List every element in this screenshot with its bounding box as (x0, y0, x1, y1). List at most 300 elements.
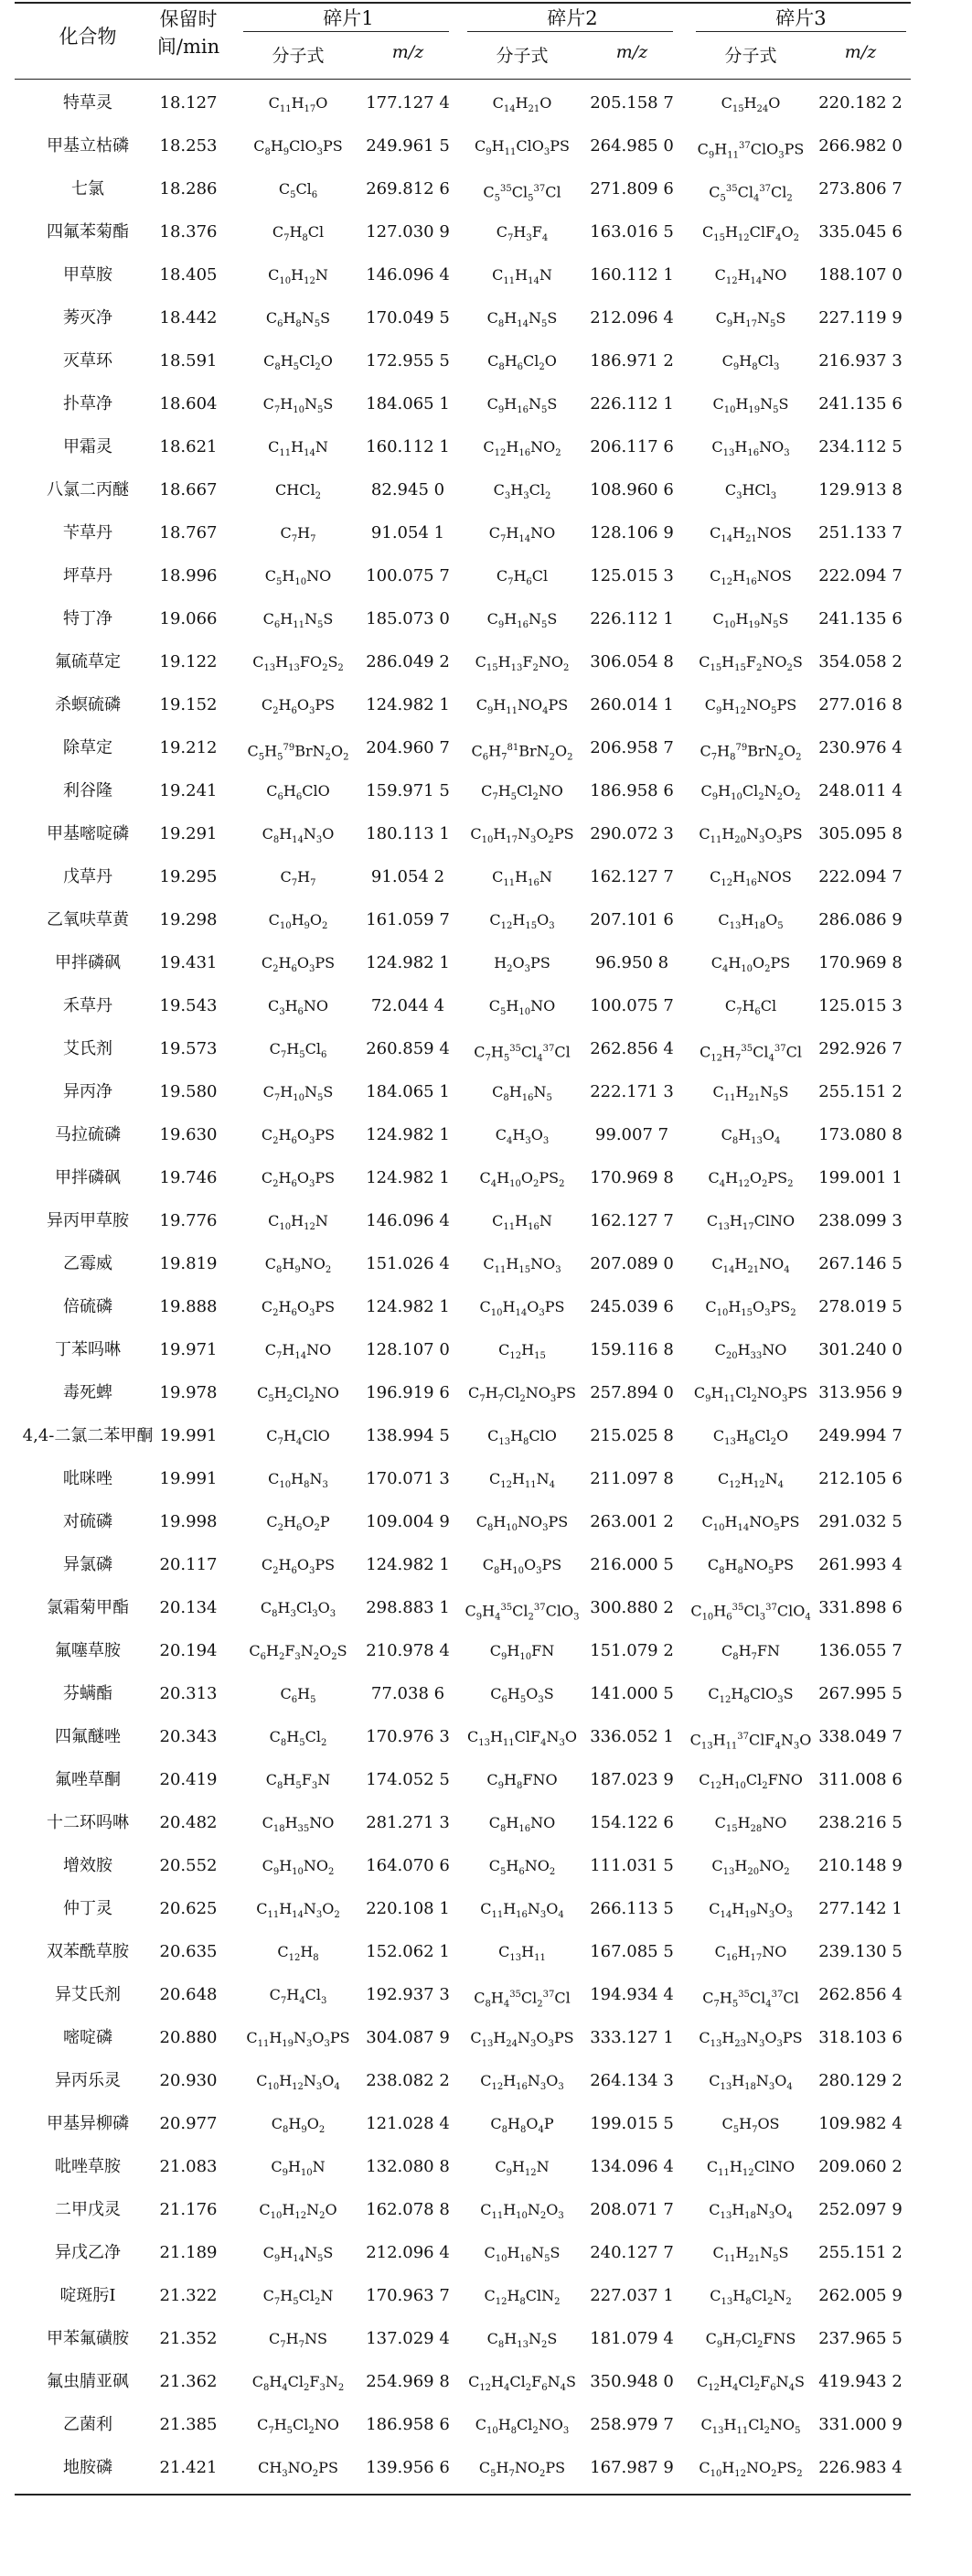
table-row (15, 942, 911, 985)
retention-time: 20.134 (159, 1598, 218, 1617)
compound-name: 异丙乐灵 (55, 2071, 121, 2090)
fragment-3-formula: $C_{12}H_8ClO_3S$ (708, 1685, 794, 1706)
fragment-3-formula: $C_{12}H_4Cl_2F_6N_4S$ (697, 2373, 805, 2394)
fragment-2-formula: $C_7H_6Cl$ (496, 567, 549, 588)
fragment-3-mz: 251.133 7 (818, 523, 903, 542)
fragment-3-formula: $C_{10}H_{12}NO_2PS_2$ (699, 2459, 803, 2480)
fragment-1-formula: $C_{10}H_9O_2$ (268, 911, 328, 932)
fragment-2-mz: 263.001 2 (590, 1512, 674, 1531)
compound-name: 丁苯吗啉 (55, 1340, 121, 1359)
fragment-1-mz: 124.982 1 (366, 695, 450, 714)
fragment-3-mz: 209.060 2 (818, 2157, 903, 2176)
fragment-1-mz: 220.108 1 (366, 1899, 450, 1918)
fragment-1-formula: $C_{11}H_{14}N$ (268, 438, 328, 459)
fragment-1-formula: $C_7H_4ClO$ (266, 1427, 330, 1448)
fragment-3-formula: $C_{12}H_{16}NOS$ (710, 567, 792, 588)
fragment-3-mz: 239.130 5 (818, 1942, 903, 1961)
table-row (15, 2103, 911, 2146)
fragment-3-formula: $C_{15}H_{15}F_2NO_2S$ (699, 653, 803, 674)
bottom-rule (15, 2494, 911, 2496)
compound-name: 甲草胺 (63, 265, 112, 284)
fragment-2-mz: 206.958 7 (590, 738, 674, 757)
fragment-1-mz: 238.082 2 (366, 2071, 450, 2090)
fragment-2-formula: $C_8H_{10}O_3PS$ (482, 1556, 562, 1577)
fragment-1-mz: 174.052 5 (366, 1770, 450, 1789)
compound-name: 利谷隆 (63, 781, 112, 800)
data-table (15, 0, 911, 2480)
fragment-2-mz: 245.039 6 (590, 1297, 674, 1316)
fragment-1-formula: $C_5H_2Cl_2NO$ (257, 1384, 339, 1405)
fragment-3-mz: 292.926 7 (818, 1039, 903, 1058)
fragment-2-mz: 271.809 6 (590, 179, 674, 199)
compound-name: 特草灵 (63, 93, 112, 113)
fragment-1-formula: $C_{10}H_{12}N_2O$ (259, 2201, 337, 2222)
fragment-2-formula: $C_9H_4^{35}Cl_2^{37}ClO_3$ (465, 1602, 580, 1623)
fragment-1-formula: $C_8H_9NO_2$ (264, 1255, 332, 1276)
fragment-3-mz: 305.095 8 (818, 824, 903, 843)
fragment-3-mz: 234.112 5 (818, 437, 903, 456)
fragment-2-formula: $C_{11}H_{16}N_3O_4$ (480, 1900, 564, 1921)
fragment-2-mz: 170.969 8 (590, 1168, 674, 1187)
fragment-1-underline (243, 31, 449, 32)
fragment-1-formula: $C_7H_{14}NO$ (264, 1341, 332, 1362)
fragment-1-mz: 281.271 3 (366, 1813, 450, 1832)
fragment-3-formula: $C_{20}H_{33}NO$ (714, 1341, 787, 1362)
fragment-2-mz: 205.158 7 (590, 93, 674, 113)
table-row (15, 1802, 911, 1845)
fragment-1-formula: $C_6H_8N_5S$ (265, 309, 331, 330)
table-row (15, 1286, 911, 1329)
fragment-2-underline (467, 31, 673, 32)
fragment-2-mz: 216.000 5 (590, 1555, 674, 1574)
fragment-2-mz: 167.085 5 (590, 1942, 674, 1961)
fragment-2-mz: 208.071 7 (590, 2200, 674, 2219)
fragment-3-mz: 286.086 9 (818, 910, 903, 929)
table-row (15, 2060, 911, 2103)
fragment-3-formula: $C_{13}H_8Cl_2O$ (712, 1427, 789, 1448)
retention-time: 21.189 (159, 2243, 218, 2262)
fragment-2-formula: $C_9H_{11}NO_4PS$ (475, 696, 569, 717)
compound-name: 双苯酰草胺 (47, 1942, 129, 1961)
fragment-2-formula: $C_{13}H_{11}$ (498, 1943, 546, 1964)
compound-name: 氟硫草定 (55, 652, 121, 671)
compound-name: 马拉硫磷 (55, 1125, 121, 1144)
fragment-3-formula: $C_{13}H_{18}O_5$ (718, 911, 784, 932)
fragment-1-formula: $C_2H_6O_3PS$ (261, 1298, 336, 1319)
table-row (15, 1544, 911, 1587)
table-row (15, 469, 911, 512)
header-mz-1: m/z (391, 42, 424, 62)
fragment-2-formula: $C_5H_{10}NO$ (488, 997, 556, 1018)
table-row (15, 899, 911, 942)
table-row (15, 1630, 911, 1673)
fragment-3-formula: $C_{11}H_{20}N_3O_3PS$ (699, 825, 803, 846)
retention-time: 19.291 (159, 824, 218, 843)
fragment-2-mz: 167.987 9 (590, 2458, 674, 2477)
fragment-1-formula: $C_2H_6O_3PS$ (261, 1556, 336, 1577)
table-row (15, 727, 911, 770)
fragment-3-mz: 227.119 9 (818, 308, 903, 327)
retention-time: 19.212 (159, 738, 218, 757)
table-row (15, 1759, 911, 1802)
compound-name: 对硫磷 (63, 1512, 112, 1531)
retention-time: 18.996 (159, 566, 218, 585)
fragment-2-mz: 111.031 5 (590, 1856, 674, 1875)
fragment-1-mz: 109.004 9 (366, 1512, 450, 1531)
fragment-1-formula: $C_{11}H_{14}N_3O_2$ (256, 1900, 340, 1921)
retention-time: 18.376 (159, 222, 218, 242)
table-row (15, 1458, 911, 1501)
fragment-3-mz: 252.097 9 (818, 2200, 903, 2219)
fragment-3-formula: $C_{10}H_{14}NO_5PS$ (701, 1513, 800, 1534)
retention-time: 19.998 (159, 1512, 218, 1531)
fragment-1-mz: 170.976 3 (366, 1727, 450, 1746)
fragment-3-mz: 261.993 4 (818, 1555, 903, 1574)
header-retention-time: 保留时间/min (156, 8, 220, 58)
compound-name: 坪草丹 (63, 566, 112, 585)
table-row (15, 1415, 911, 1458)
fragment-1-mz: 170.049 5 (366, 308, 450, 327)
table-row (15, 1673, 911, 1716)
fragment-3-formula: $C_{13}H_{18}N_3O_4$ (709, 2072, 793, 2093)
fragment-2-mz: 207.089 0 (590, 1254, 674, 1273)
compound-name: 甲拌磷砜 (55, 953, 121, 972)
fragment-3-mz: 241.135 6 (818, 394, 903, 413)
fragment-2-formula: $C_5H_6NO_2$ (488, 1857, 556, 1878)
fragment-1-mz: 139.956 6 (366, 2458, 450, 2477)
fragment-1-mz: 121.028 4 (366, 2114, 450, 2133)
fragment-2-formula: $C_{10}H_{14}O_3PS$ (479, 1298, 565, 1319)
fragment-1-mz: 170.071 3 (366, 1469, 450, 1488)
fragment-3-mz: 188.107 0 (818, 265, 903, 284)
fragment-3-mz: 125.015 3 (818, 996, 903, 1015)
compound-name: 氯霜菊甲酯 (47, 1598, 129, 1617)
fragment-1-mz: 146.096 4 (366, 265, 450, 284)
compound-name: 甲苯氟磺胺 (47, 2329, 129, 2348)
fragment-1-mz: 91.054 2 (370, 867, 445, 886)
fragment-2-mz: 257.894 0 (590, 1383, 674, 1402)
fragment-1-formula: $C_8H_{14}N_3O$ (262, 825, 335, 846)
fragment-2-formula: $C_{11}H_{16}N$ (492, 868, 552, 889)
fragment-3-mz: 210.148 9 (818, 1856, 903, 1875)
table-row (15, 1931, 911, 1974)
compound-name: 乙氧呋草黄 (47, 910, 129, 929)
fragment-1-mz: 249.961 5 (366, 136, 450, 156)
fragment-2-formula: $C_5H_7NO_2PS$ (478, 2459, 566, 2480)
retention-time: 19.978 (159, 1383, 218, 1402)
fragment-2-formula: $C_{11}H_{15}NO_3$ (483, 1255, 561, 1276)
fragment-3-formula: $C_{13}H_8Cl_2N_2$ (710, 2287, 792, 2308)
fragment-3-mz: 262.856 4 (818, 1985, 903, 2004)
fragment-2-mz: 264.134 3 (590, 2071, 674, 2090)
compound-name: 乙霉威 (63, 1254, 112, 1273)
table-row (15, 383, 911, 426)
compound-name: 啶斑肟I (59, 2286, 116, 2305)
fragment-3-formula: $C_5^{35}Cl_4^{37}Cl_2$ (709, 183, 793, 204)
fragment-1-mz: 164.070 6 (366, 1856, 450, 1875)
retention-time: 20.343 (159, 1727, 218, 1746)
header-mz-2: m/z (615, 42, 648, 62)
fragment-3-formula: $C_4H_{10}O_2PS$ (710, 954, 791, 975)
compound-name: 氟噻草胺 (55, 1641, 121, 1660)
compound-name: 增效胺 (63, 1856, 112, 1875)
retention-time: 18.767 (159, 523, 218, 542)
compound-name: 吡唑草胺 (55, 2157, 121, 2176)
fragment-2-formula: $C_7H_7Cl_2NO_3PS$ (468, 1384, 576, 1405)
fragment-1-formula: $C_7H_5Cl_2NO$ (257, 2416, 339, 2437)
fragment-2-mz: 128.106 9 (590, 523, 674, 542)
fragment-2-mz: 240.127 7 (590, 2243, 674, 2262)
fragment-2-formula: $C_{11}H_{16}N$ (492, 1212, 552, 1233)
fragment-1-mz: 160.112 1 (366, 437, 450, 456)
fragment-3-formula: $C_9H_7Cl_2FNS$ (705, 2330, 796, 2351)
compound-name: 禾草丹 (63, 996, 112, 1015)
table-row (15, 1587, 911, 1630)
retention-time: 21.362 (159, 2372, 218, 2391)
fragment-2-mz: 181.079 4 (590, 2329, 674, 2348)
retention-time: 19.298 (159, 910, 218, 929)
fragment-2-formula: $C_{12}H_8ClN_2$ (484, 2287, 561, 2308)
fragment-1-mz: 124.982 1 (366, 1555, 450, 1574)
fragment-3-formula: $C_{10}H_{15}O_3PS_2$ (705, 1298, 796, 1319)
retention-time: 19.888 (159, 1297, 218, 1316)
fragment-1-mz: 254.969 8 (366, 2372, 450, 2391)
fragment-2-mz: 151.079 2 (590, 1641, 674, 1660)
fragment-2-formula: $C_7H_3F_4$ (496, 223, 549, 244)
table-row (15, 512, 911, 555)
compound-name: 四氟苯菊酯 (47, 222, 129, 242)
fragment-3-formula: $C_{12}H_7^{35}Cl_4^{37}Cl$ (700, 1043, 802, 1064)
compound-name: 甲基异柳磷 (47, 2114, 129, 2133)
fragment-1-formula: $C_{11}H_{19}N_3O_3PS$ (246, 2029, 350, 2050)
table-row (15, 1028, 911, 1071)
fragment-3-mz: 238.216 5 (818, 1813, 903, 1832)
fragment-1-mz: 304.087 9 (366, 2028, 450, 2047)
fragment-1-formula: $C_8H_3Cl_3O_3$ (260, 1599, 336, 1620)
header-formula-2: 分子式 (496, 46, 549, 66)
fragment-1-mz: 162.078 8 (366, 2200, 450, 2219)
fragment-3-formula: $C_{13}H_{18}N_3O_4$ (709, 2201, 793, 2222)
retention-time: 21.385 (159, 2415, 218, 2434)
fragment-2-formula: $C_{13}H_8ClO$ (487, 1427, 557, 1448)
table-row (15, 2232, 911, 2275)
retention-time: 18.621 (159, 437, 218, 456)
fragment-2-formula: $C_{10}H_8Cl_2NO_3$ (475, 2416, 570, 2437)
fragment-1-formula: $C_3H_6NO$ (267, 997, 329, 1018)
fragment-3-mz: 170.969 8 (818, 953, 903, 972)
fragment-2-mz: 350.948 0 (590, 2372, 674, 2391)
fragment-2-formula: $C_{13}H_{11}ClF_4N_3O$ (466, 1728, 577, 1749)
fragment-1-mz: 260.859 4 (366, 1039, 450, 1058)
fragment-1-formula: $C_7H_{10}N_5S$ (262, 395, 334, 416)
fragment-2-mz: 134.096 4 (590, 2157, 674, 2176)
retention-time: 19.746 (159, 1168, 218, 1187)
fragment-1-mz: 138.994 5 (366, 1426, 450, 1445)
compound-name: 十二环吗啉 (47, 1813, 129, 1832)
fragment-3-mz: 278.019 5 (818, 1297, 903, 1316)
fragment-3-formula: $C_{13}H_{11}^{37}ClF_4N_3O$ (689, 1731, 812, 1752)
fragment-2-mz: 194.934 4 (590, 1985, 674, 2004)
compound-name: 氟虫腈亚砜 (47, 2372, 129, 2391)
fragment-1-formula: $C_9H_{10}NO_2$ (262, 1857, 335, 1878)
fragment-3-formula: $C_{10}H_{19}N_5S$ (712, 395, 789, 416)
fragment-3-mz: 199.001 1 (818, 1168, 903, 1187)
fragment-3-mz: 318.103 6 (818, 2028, 903, 2047)
fragment-1-formula: $C_{10}H_8N_3$ (268, 1470, 328, 1491)
fragment-3-formula: $C_{12}H_{16}NOS$ (710, 868, 792, 889)
header-fragment-3: 碎片3 (775, 7, 827, 29)
fragment-1-mz: 161.059 7 (366, 910, 450, 929)
header-fragment-1: 碎片1 (323, 7, 374, 29)
fragment-3-formula: $C_{16}H_{17}NO$ (714, 1943, 787, 1964)
fragment-1-formula: $C_5H_5^{79}BrN_2O_2$ (247, 742, 349, 763)
fragment-3-mz: 238.099 3 (818, 1211, 903, 1230)
retention-time: 20.635 (159, 1942, 218, 1961)
fragment-2-mz: 154.122 6 (590, 1813, 674, 1832)
fragment-3-mz: 267.146 5 (818, 1254, 903, 1273)
fragment-3-mz: 419.943 2 (818, 2372, 903, 2391)
fragment-2-formula: $C_{11}H_{10}N_2O_3$ (480, 2201, 564, 2222)
fragment-2-mz: 199.015 5 (590, 2114, 674, 2133)
fragment-2-mz: 125.015 3 (590, 566, 674, 585)
compound-name: 特丁净 (63, 609, 112, 628)
fragment-1-formula: $C_2H_6O_3PS$ (261, 954, 336, 975)
fragment-1-mz: 172.955 5 (366, 351, 450, 370)
fragment-1-mz: 128.107 0 (366, 1340, 450, 1359)
compound-name: 八氯二丙醚 (47, 480, 129, 499)
retention-time: 18.667 (159, 480, 218, 499)
table-row (15, 1157, 911, 1200)
fragment-2-mz: 100.075 7 (590, 996, 674, 1015)
fragment-3-formula: $C_9H_8Cl_3$ (721, 352, 780, 373)
fragment-2-formula: $C_7H_{14}NO$ (488, 524, 556, 545)
fragment-3-mz: 255.151 2 (818, 1082, 903, 1101)
fragment-3-formula: $C_{15}H_{28}NO$ (714, 1814, 787, 1835)
compound-name: 灭草环 (63, 351, 112, 370)
fragment-1-mz: 185.073 0 (366, 609, 450, 628)
retention-time: 20.977 (159, 2114, 218, 2133)
retention-time: 19.543 (159, 996, 218, 1015)
table-row (15, 813, 911, 856)
retention-time: 19.152 (159, 695, 218, 714)
fragment-2-mz: 266.113 5 (590, 1899, 674, 1918)
retention-time: 19.122 (159, 652, 218, 671)
fragment-1-formula: $C_8H_9ClO_3PS$ (253, 137, 343, 158)
fragment-1-formula: $C_7H_8Cl$ (272, 223, 325, 244)
fragment-1-mz: 184.065 1 (366, 394, 450, 413)
fragment-3-underline (696, 31, 906, 32)
fragment-2-formula: $C_6H_5O_3S$ (490, 1685, 554, 1706)
table-row (15, 1243, 911, 1286)
fragment-1-formula: $C_7H_{10}N_5S$ (262, 1083, 334, 1104)
compound-name: 戊草丹 (63, 867, 112, 886)
table-row (15, 168, 911, 211)
fragment-3-mz: 255.151 2 (818, 2243, 903, 2262)
fragment-3-formula: $C_9H_{11}Cl_2NO_3PS$ (693, 1384, 808, 1405)
fragment-1-mz: 192.937 3 (366, 1985, 450, 2004)
compound-name: 甲霜灵 (63, 437, 112, 456)
fragment-2-mz: 163.016 5 (590, 222, 674, 242)
fragment-3-formula: $C_{11}H_{21}N_5S$ (712, 1083, 789, 1104)
fragment-2-formula: $C_3H_3Cl_2$ (493, 481, 551, 502)
fragment-3-formula: $C_8H_7FN$ (721, 1642, 781, 1663)
fragment-3-mz: 249.994 7 (818, 1426, 903, 1445)
fragment-3-mz: 222.094 7 (818, 867, 903, 886)
fragment-2-mz: 206.117 6 (590, 437, 674, 456)
fragment-1-formula: $C_{10}H_{12}N_3O_4$ (256, 2072, 340, 2093)
fragment-2-mz: 187.023 9 (590, 1770, 674, 1789)
fragment-1-mz: 146.096 4 (366, 1211, 450, 1230)
fragment-1-formula: $C_6H_5$ (280, 1685, 316, 1706)
table-row (15, 598, 911, 641)
fragment-1-mz: 124.982 1 (366, 1168, 450, 1187)
fragment-3-formula: $C_{14}H_{21}NO_4$ (711, 1255, 790, 1276)
header-fragment-2: 碎片2 (547, 7, 598, 29)
retention-time: 19.066 (159, 609, 218, 628)
compound-name: 甲基立枯磷 (47, 136, 129, 156)
fragment-1-mz: 132.080 8 (366, 2157, 450, 2176)
fragment-1-formula: $C_7H_7$ (280, 524, 316, 545)
retention-time: 21.322 (159, 2286, 218, 2305)
retention-time: 20.930 (159, 2071, 218, 2090)
fragment-2-mz: 260.014 1 (590, 695, 674, 714)
retention-time: 21.352 (159, 2329, 218, 2348)
retention-time: 19.580 (159, 1082, 218, 1101)
table-row (15, 2361, 911, 2404)
compound-name: 异丙净 (63, 1082, 112, 1101)
fragment-3-formula: $C_{13}H_{11}Cl_2NO_5$ (700, 2416, 801, 2437)
fragment-3-mz: 291.032 5 (818, 1512, 903, 1531)
fragment-3-formula: $C_{11}H_{12}ClNO$ (706, 2158, 796, 2179)
table-row (15, 684, 911, 727)
table-row (15, 2189, 911, 2232)
fragment-1-formula: CHCl$_2$ (275, 481, 321, 502)
fragment-1-formula: $C_6H_2F_3N_2O_2S$ (249, 1642, 347, 1663)
compound-name: 艾氏剂 (63, 1039, 112, 1058)
table-row (15, 2275, 911, 2318)
table-row (15, 2404, 911, 2447)
fragment-2-mz: 212.096 4 (590, 308, 674, 327)
fragment-1-mz: 137.029 4 (366, 2329, 450, 2348)
fragment-1-mz: 72.044 4 (370, 996, 445, 1015)
compound-name: 异氯磷 (63, 1555, 112, 1574)
fragment-3-formula: $C_{13}H_{16}NO_3$ (711, 438, 790, 459)
fragment-3-mz: 273.806 7 (818, 179, 903, 199)
fragment-1-formula: $C_{11}H_{17}O$ (268, 94, 328, 115)
fragment-1-mz: 124.982 1 (366, 1297, 450, 1316)
fragment-3-mz: 248.011 4 (818, 781, 903, 800)
fragment-2-formula: $C_5^{35}Cl_5^{37}Cl$ (483, 183, 561, 204)
fragment-3-formula: $C_8H_{13}O_4$ (721, 1126, 781, 1147)
table-row (15, 1071, 911, 1114)
fragment-2-mz: 226.112 1 (590, 394, 674, 413)
table-row (15, 426, 911, 469)
header-compound: 化合物 (59, 26, 117, 48)
fragment-2-formula: $C_8H_{16}NO$ (488, 1814, 556, 1835)
retention-time: 20.648 (159, 1985, 218, 2004)
compound-name: 地胺磷 (63, 2458, 112, 2477)
retention-time: 19.241 (159, 781, 218, 800)
fragment-3-mz: 313.956 9 (818, 1383, 903, 1402)
compound-name: 4,4-二氯二苯甲酮 (22, 1426, 154, 1445)
fragment-3-mz: 241.135 6 (818, 609, 903, 628)
fragment-2-formula: $C_9H_{11}ClO_3PS$ (475, 137, 570, 158)
fragment-2-formula: $C_9H_{16}N_5S$ (486, 610, 558, 631)
fragment-1-mz: 77.038 6 (370, 1684, 445, 1703)
compound-name: 仲丁灵 (63, 1899, 112, 1918)
fragment-3-mz: 354.058 2 (818, 652, 903, 671)
header-formula-1: 分子式 (272, 46, 325, 66)
